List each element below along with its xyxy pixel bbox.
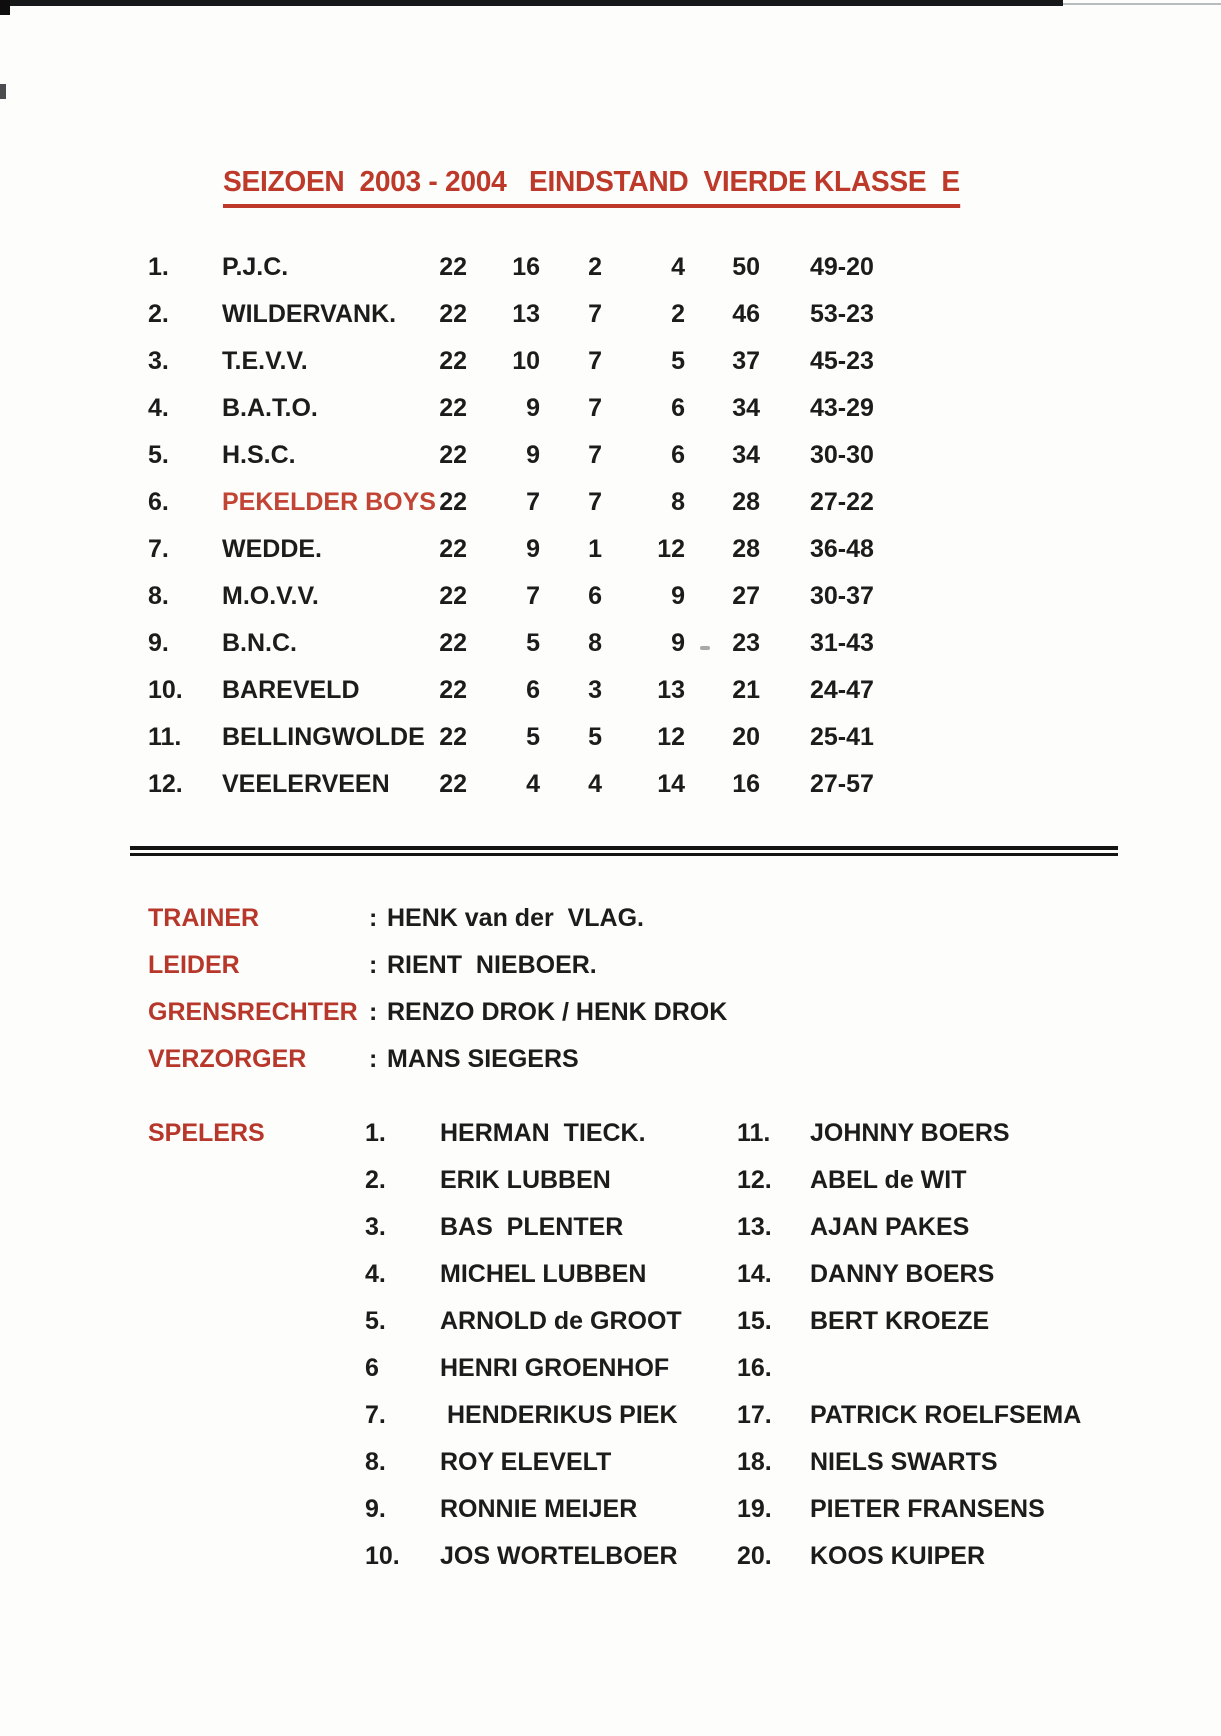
goals-cell: 30-37: [810, 582, 874, 610]
staff-section: [148, 895, 908, 1083]
staff-row: [148, 1036, 908, 1083]
rank-cell: 5.: [148, 441, 169, 469]
played-cell: 22: [439, 394, 467, 422]
rank-cell: 8.: [148, 582, 169, 610]
drawn-cell: 1: [588, 535, 602, 563]
player-number: 18.: [737, 1448, 772, 1476]
staff-role-label: LEIDER: [148, 951, 240, 979]
player-row: [737, 1251, 1067, 1298]
staff-role-label: VERZORGER: [148, 1045, 307, 1073]
player-row: [365, 1486, 695, 1533]
points-cell: 28: [732, 488, 760, 516]
player-row: [365, 1392, 695, 1439]
standings-row: [148, 761, 1008, 808]
lost-cell: 4: [671, 253, 685, 281]
drawn-cell: 6: [588, 582, 602, 610]
rank-cell: 11.: [148, 723, 182, 751]
player-name: BERT KROEZE: [810, 1307, 990, 1335]
player-row: [737, 1110, 1067, 1157]
players-column-left: [365, 1110, 695, 1580]
played-cell: 22: [439, 770, 467, 798]
staff-role-label: GRENSRECHTER: [148, 998, 358, 1026]
staff-name-value: RENZO DROK / HENK DROK: [387, 998, 728, 1026]
player-name: HENRI GROENHOF: [440, 1354, 670, 1382]
played-cell: 22: [439, 300, 467, 328]
player-name: NIELS SWARTS: [810, 1448, 998, 1476]
scan-artifact-top-bar: [0, 0, 1063, 6]
team-cell: BELLINGWOLDE: [222, 723, 425, 751]
player-row: [365, 1251, 695, 1298]
played-cell: 22: [439, 629, 467, 657]
page-title: SEIZOEN 2003 - 2004 EINDSTAND VIERDE KLASSE E: [223, 166, 960, 208]
drawn-cell: 7: [588, 488, 602, 516]
goals-cell: 43-29: [810, 394, 874, 422]
team-cell: H.S.C.: [222, 441, 296, 469]
goals-cell: 27-57: [810, 770, 874, 798]
drawn-cell: 2: [588, 253, 602, 281]
player-number: 19.: [737, 1495, 772, 1523]
rank-cell: 2.: [148, 300, 169, 328]
staff-name-value: HENK van der VLAG.: [387, 904, 644, 932]
player-row: [365, 1110, 695, 1157]
lost-cell: 14: [657, 770, 685, 798]
team-cell: T.E.V.V.: [222, 347, 308, 375]
goals-cell: 53-23: [810, 300, 874, 328]
standings-row: [148, 244, 1008, 291]
team-cell: WILDERVANK.: [222, 300, 397, 328]
player-name: HENDERIKUS PIEK: [440, 1401, 678, 1429]
standings-row: [148, 620, 1008, 667]
drawn-cell: 7: [588, 441, 602, 469]
won-cell: 13: [512, 300, 540, 328]
player-row: [737, 1392, 1082, 1439]
player-name: AJAN PAKES: [810, 1213, 970, 1241]
player-row: [365, 1533, 695, 1580]
won-cell: 10: [512, 347, 540, 375]
player-number: 17.: [737, 1401, 772, 1429]
staff-name-value: RIENT NIEBOER.: [387, 951, 597, 979]
staff-name-value: MANS SIEGERS: [387, 1045, 579, 1073]
lost-cell: 2: [671, 300, 685, 328]
team-cell: WEDDE.: [222, 535, 322, 563]
played-cell: 22: [439, 582, 467, 610]
player-row: [737, 1298, 1067, 1345]
drawn-cell: 8: [588, 629, 602, 657]
played-cell: 22: [439, 723, 467, 751]
rank-cell: 7.: [148, 535, 169, 563]
team-cell: BAREVELD: [222, 676, 360, 704]
won-cell: 4: [526, 770, 540, 798]
staff-colon: :: [369, 951, 378, 979]
won-cell: 9: [526, 394, 540, 422]
player-number: 13.: [737, 1213, 772, 1241]
player-number: 7.: [365, 1401, 386, 1429]
player-row: [737, 1486, 1067, 1533]
player-number: 15.: [737, 1307, 772, 1335]
rank-cell: 10.: [148, 676, 183, 704]
staff-row: [148, 895, 908, 942]
drawn-cell: 7: [588, 300, 602, 328]
player-number: 12.: [737, 1166, 772, 1194]
lost-cell: 6: [671, 441, 685, 469]
rank-cell: 1.: [148, 253, 169, 281]
points-cell: 34: [732, 441, 760, 469]
player-number: 5.: [365, 1307, 386, 1335]
player-number: 10.: [365, 1542, 400, 1570]
goals-cell: 24-47: [810, 676, 874, 704]
staff-role-label: TRAINER: [148, 904, 260, 932]
won-cell: 9: [526, 441, 540, 469]
goals-cell: 45-23: [810, 347, 874, 375]
rank-cell: 12.: [148, 770, 183, 798]
drawn-cell: 7: [588, 394, 602, 422]
won-cell: 7: [526, 582, 540, 610]
lost-cell: 6: [671, 394, 685, 422]
player-row: [737, 1157, 1067, 1204]
player-number: 11.: [737, 1119, 771, 1147]
player-number: 9.: [365, 1495, 386, 1523]
scan-artifact-edge-speck: [0, 84, 6, 99]
player-number: 4.: [365, 1260, 386, 1288]
team-cell-highlight: PEKELDER BOYS: [222, 488, 436, 516]
player-name: BAS PLENTER: [440, 1213, 624, 1241]
goals-cell: 30-30: [810, 441, 874, 469]
players-column-right: [737, 1110, 1082, 1580]
drawn-cell: 7: [588, 347, 602, 375]
player-name: ABEL de WIT: [810, 1166, 967, 1194]
points-cell: 46: [732, 300, 760, 328]
lost-cell: 9: [671, 582, 685, 610]
points-cell: 34: [732, 394, 760, 422]
player-number: 6: [365, 1354, 379, 1382]
player-row: [365, 1204, 695, 1251]
played-cell: 22: [439, 488, 467, 516]
team-cell: P.J.C.: [222, 253, 289, 281]
standings-row: [148, 432, 1008, 479]
points-cell: 20: [732, 723, 760, 751]
goals-cell: 25-41: [810, 723, 874, 751]
player-number: 20.: [737, 1542, 772, 1570]
player-row: [737, 1345, 1067, 1392]
played-cell: 22: [439, 253, 467, 281]
staff-colon: :: [369, 904, 378, 932]
points-cell: 37: [732, 347, 760, 375]
drawn-cell: 4: [588, 770, 602, 798]
player-name: JOHNNY BOERS: [810, 1119, 1010, 1147]
rank-cell: 6.: [148, 488, 169, 516]
won-cell: 5: [526, 723, 540, 751]
player-name: ERIK LUBBEN: [440, 1166, 611, 1194]
won-cell: 9: [526, 535, 540, 563]
points-cell: 50: [732, 253, 760, 281]
player-number: 8.: [365, 1448, 386, 1476]
drawn-cell: 3: [588, 676, 602, 704]
player-row: [365, 1345, 695, 1392]
played-cell: 22: [439, 535, 467, 563]
played-cell: 22: [439, 441, 467, 469]
scan-artifact-corner-mark: [0, 0, 10, 15]
player-name: HERMAN TIECK.: [440, 1119, 646, 1147]
player-row: [365, 1439, 695, 1486]
lost-cell: 9: [671, 629, 685, 657]
double-rule-divider: [130, 846, 1118, 856]
player-row: [737, 1439, 1067, 1486]
points-cell: 27: [732, 582, 760, 610]
standings-row: [148, 526, 1008, 573]
won-cell: 16: [512, 253, 540, 281]
standings-row: [148, 714, 1008, 761]
lost-cell: 8: [671, 488, 685, 516]
standings-row: [148, 338, 1008, 385]
staff-colon: :: [369, 1045, 378, 1073]
standings-row: [148, 291, 1008, 338]
player-name: RONNIE MEIJER: [440, 1495, 638, 1523]
player-name: JOS WORTELBOER: [440, 1542, 678, 1570]
goals-cell: 27-22: [810, 488, 874, 516]
rank-cell: 9.: [148, 629, 169, 657]
player-row: [737, 1204, 1067, 1251]
player-name: DANNY BOERS: [810, 1260, 995, 1288]
points-cell: 16: [732, 770, 760, 798]
staff-row: [148, 989, 908, 1036]
player-name: ROY ELEVELT: [440, 1448, 612, 1476]
played-cell: 22: [439, 676, 467, 704]
goals-cell: 31-43: [810, 629, 874, 657]
player-number: 3.: [365, 1213, 386, 1241]
player-name: MICHEL LUBBEN: [440, 1260, 647, 1288]
player-number: 1.: [365, 1119, 386, 1147]
won-cell: 7: [526, 488, 540, 516]
player-name: KOOS KUIPER: [810, 1542, 986, 1570]
points-cell: 28: [732, 535, 760, 563]
player-row: [365, 1298, 695, 1345]
won-cell: 5: [526, 629, 540, 657]
team-cell: B.N.C.: [222, 629, 297, 657]
player-name: PIETER FRANSENS: [810, 1495, 1045, 1523]
standings-row: [148, 573, 1008, 620]
played-cell: 22: [439, 347, 467, 375]
rank-cell: 3.: [148, 347, 169, 375]
won-cell: 6: [526, 676, 540, 704]
staff-colon: :: [369, 998, 378, 1026]
lost-cell: 13: [657, 676, 685, 704]
goals-cell: 36-48: [810, 535, 874, 563]
staff-row: [148, 942, 908, 989]
lost-cell: 12: [657, 535, 685, 563]
player-name: ARNOLD de GROOT: [440, 1307, 682, 1335]
points-cell: 23: [732, 629, 760, 657]
rank-cell: 4.: [148, 394, 169, 422]
player-name: PATRICK ROELFSEMA: [810, 1401, 1082, 1429]
lost-cell: 12: [657, 723, 685, 751]
team-cell: VEELERVEEN: [222, 770, 390, 798]
team-cell: M.O.V.V.: [222, 582, 319, 610]
players-heading: SPELERS: [148, 1119, 265, 1147]
standings-table: [148, 244, 1008, 808]
drawn-cell: 5: [588, 723, 602, 751]
goals-cell: 49-20: [810, 253, 874, 281]
standings-row-highlighted: [148, 479, 1008, 526]
player-number: 16.: [737, 1354, 772, 1382]
standings-row: [148, 667, 1008, 714]
player-row: [365, 1157, 695, 1204]
lost-cell: 5: [671, 347, 685, 375]
team-cell: B.A.T.O.: [222, 394, 318, 422]
player-row: [737, 1533, 1067, 1580]
player-number: 14.: [737, 1260, 772, 1288]
player-number: 2.: [365, 1166, 386, 1194]
points-cell: 21: [732, 676, 760, 704]
standings-row: [148, 385, 1008, 432]
